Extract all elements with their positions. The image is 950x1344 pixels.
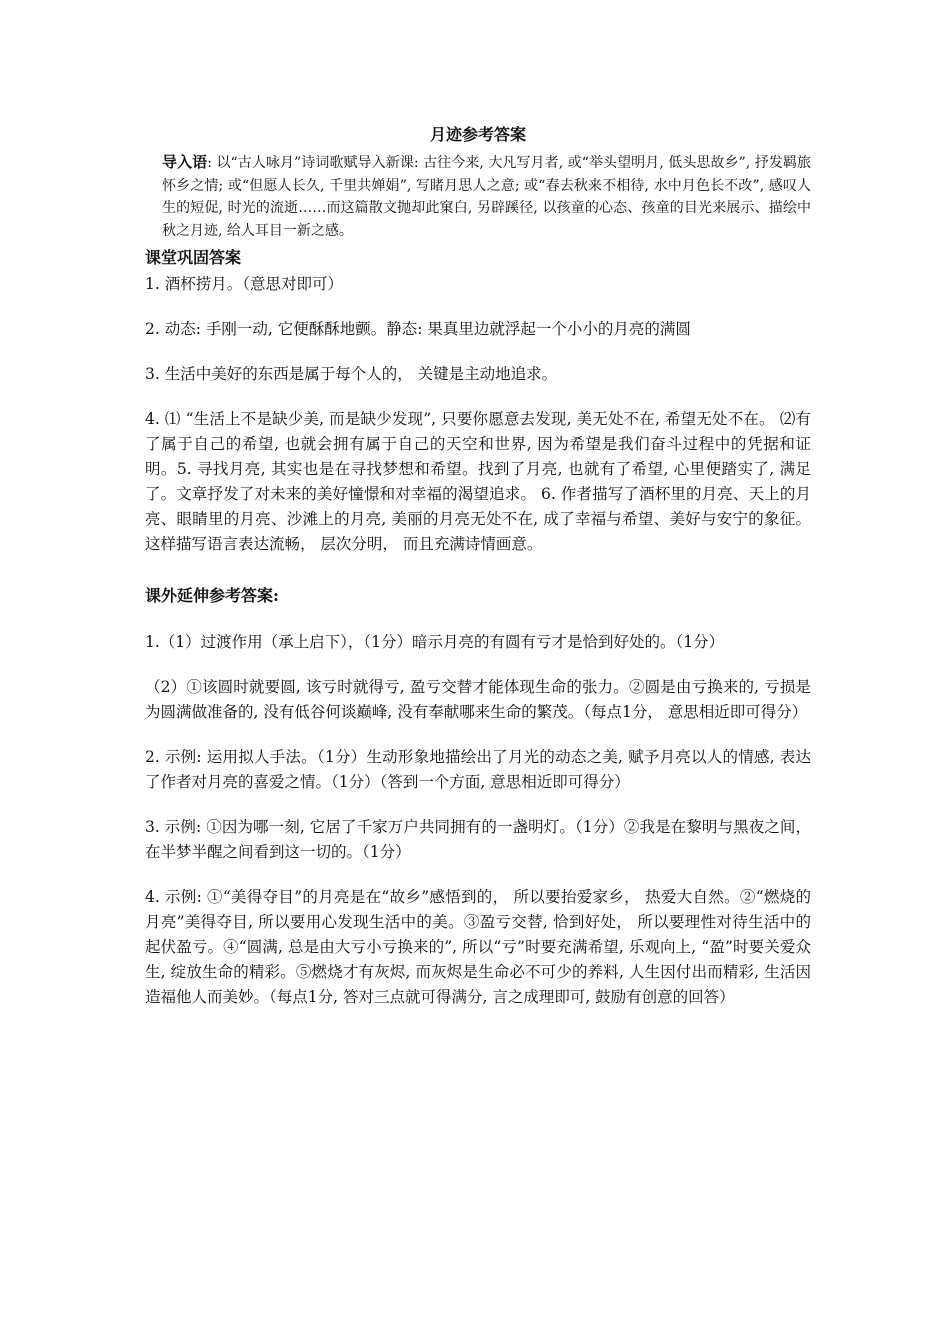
section-heading-extension: 课外延伸参考答案:	[145, 586, 279, 605]
answer-item: 2. 动态: 手刚一动, 它便酥酥地颤。静态: 果真里边就浮起一个小小的月亮的满圆	[145, 320, 691, 338]
answer-item: （2）①该圆时就要圆, 该亏时就得亏, 盈亏交替才能体现生命的张力。②圆是由亏换来的, 亏损是为圆满做准备的, 没有低谷何谈巅峰, 没有奉献哪来生命的繁茂。（每点1分， 意思相近即可得分）	[145, 678, 811, 721]
answer-item: 1.（1）过渡作用（承上启下），（1分）暗示月亮的有圆有亏才是恰到好处的。（1分）	[145, 633, 725, 651]
answer-item: 4. ⑴ “生活上不是缺少美, 而是缺少发现”, 只要你愿意去发现, 美无处不在, 希望无处不在。 ⑵有了属于自己的希望, 也就会拥有属于自己的天空和世界, 因为希望是我们奋斗过程中的凭据和证明。5. 寻找月亮, 其实也是在寻找梦想和希望。找到了月亮, 也就有了希望, 心里便踏实了, 满足了。文章抒发了对未来的美好憧憬和对幸福的渴望追求。 6. 作者描写了酒杯里的月亮、天上的月亮、眼睛里的月亮、沙滩上的月亮, 美丽的月亮无处不在, 成了幸福与希望、美好与安宁的象征。这样描写语言表达流畅， 层次分明， 而且充满诗情画意。	[145, 410, 811, 553]
page-title: 月迹参考答案	[429, 125, 526, 144]
intro-label: 导入语	[162, 153, 208, 171]
section-heading-classroom: 课堂巩固答案	[145, 248, 242, 267]
answer-item: 2. 示例: 运用拟人手法。（1分）生动形象地描绘出了月光的动态之美, 赋予月亮以人的情感, 表达了作者对月亮的喜爱之情。（1分）（答到一个方面, 意思相近即可得分）	[145, 748, 811, 791]
answer-item: 1. 酒杯捞月。（意思对即可）	[145, 275, 343, 293]
answer-item: 4. 示例: ①“美得夺目”的月亮是在“故乡”感悟到的， 所以要抬爱家乡， 热爱大自然。②“燃烧的月亮”美得夺目, 所以要用心发现生活中的美。③盈亏交替, 恰到好处， 所以要理性对待生活中的起伏盈亏。④“圆满, 总是由大亏小亏换来的”, 所以“亏”时要充满希望, 乐观向上, “盈”时要关爱众生, 绽放生命的精彩。⑤燃烧才有灰烬, 而灰烬是生命必不可少的养料, 人生因付出而精彩, 生活因造福他人而美妙。（每点1分, 答对三点就可得满分, 言之成理即可, 鼓励有创意的回答）	[145, 888, 811, 1006]
answer-item: 3. 生活中美好的东西是属于每个人的， 关键是主动地追求。	[145, 365, 558, 383]
intro-paragraph	[162, 151, 811, 242]
intro-text: : 以“古人咏月”诗词歌赋导入新课: 古往今来, 大凡写月者, 或“举头望明月, 低头思故乡”, 抒发羁旅怀乡之情; 或“但愿人长久, 千里共婵娟”, 写睹月思人之意; 或“春去秋来不相待, 水中月色长不改”, 感叹人生的短促, 时光的流逝……而这篇散文抛却此窠白, 另辟蹊径, 以孩童的心态、孩童的目光来展示、描绘中秋之月迹, 给人耳目一新之感。	[162, 155, 811, 239]
document-page	[145, 122, 811, 1010]
answer-item: 3. 示例: ①因为哪一刻, 它居了千家万户共同拥有的一盏明灯。（1分）②我是在黎明与黑夜之间， 在半梦半醒之间看到这一切的。（1分）	[145, 818, 811, 861]
